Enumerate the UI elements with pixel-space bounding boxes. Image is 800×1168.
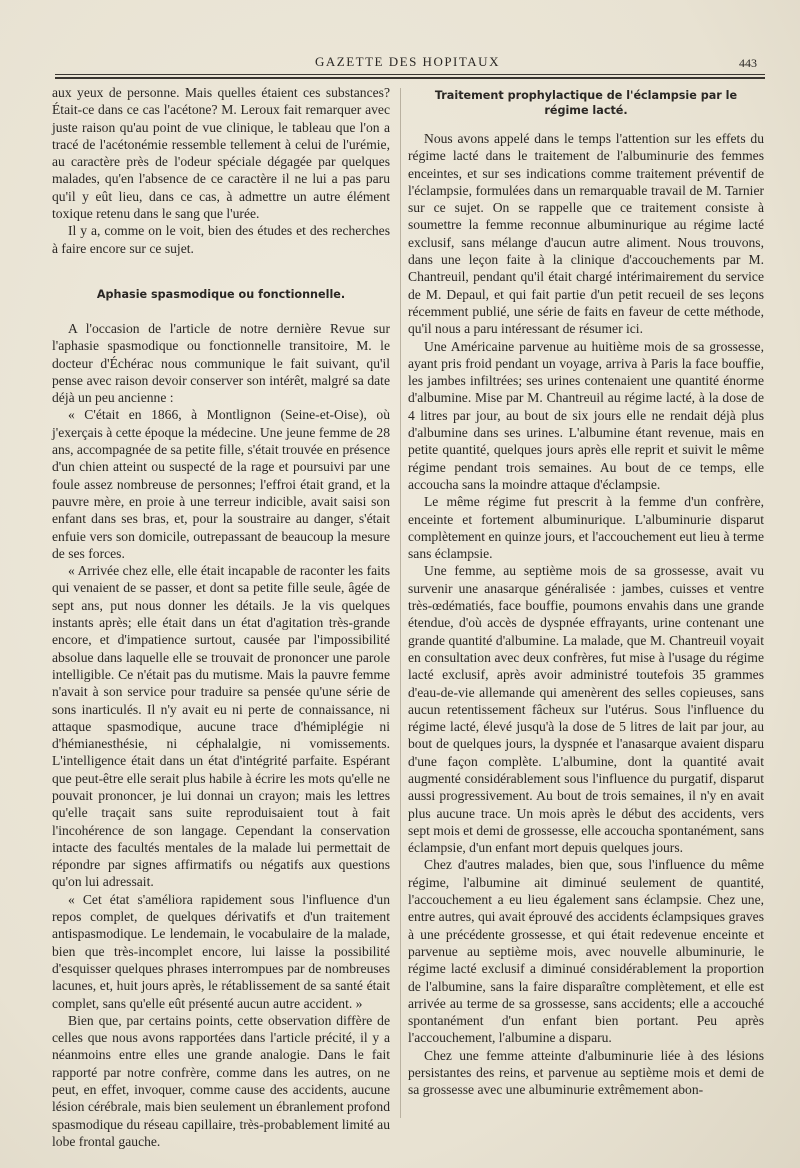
section-heading-eclampsie: Traitement prophylactique de l'éclampsie par le régime lacté. [434, 89, 738, 117]
paragraph: Chez d'autres malades, bien que, sous l'influence du même régime, l'albumine ait diminué seulement de quantité, l'accouchement a eu lieu également sans éclampsie. Chez une, entre autres, qui avait éprouvé des accidents éclampsiques graves à une précédente grossesse, et qui était redevenue enceinte et parvenue au septième mois, avec nouvelle albuminurie, le régime lacté exclusif a diminué considérablement la proportion de l'albumine, sans la faire disparaître complètement, et elle est arrivée au terme de sa grossesse, sans accidents; elle a accouché spontanément d'un enfant bien portant. Peu après l'accouchement, l'albumine a disparu. [408, 857, 764, 1046]
paragraph: Une Américaine parvenue au huitième mois de sa grossesse, ayant pris froid pendant un voyage, arriva à Paris la face bouffie, les jambes infiltrées; ses urines contenaient une quantité énorme d'albumine. Mise par M. Chantreuil au régime lacté, à la dose de 4 litres par jour, au bout de six jours elle ne rendait déjà plus d'albumine dans ses urines. L'albumine étant revenue, mais en petite quantité, quelques jours après elle reprit et suivit le même régime pendant trois semaines. Au bout de ce temps, elle accoucha sans la moindre attaque d'éclampsie. [408, 338, 764, 492]
section-heading-aphasie: Aphasie spasmodique ou fonctionnelle. [96, 287, 346, 301]
paragraph: « Cet état s'améliora rapidement sous l'influence d'un repos complet, de quelques dérivatifs et d'un traitement antispasmodique. Le lendemain, le vocabulaire de la malade, bien que très-incomplet encore, lui laisse la possibilité d'esquisser quelques phrases interrompues par de nombreuses lacunes, et, huit jours après, le rétablissement de sa santé était complet, sans qu'elle eût présenté aucun autre accident. » [52, 891, 390, 1011]
header-rule-thin [55, 74, 765, 75]
header-rule-thick [55, 77, 765, 79]
paragraph: « Arrivée chez elle, elle était incapable de raconter les faits qui venaient de se passer, et dont sa petite fille seule, âgée de sept ans, put nous donner les détails. Je la vis quelques instants après; elle était dans un état d'agitation très-grande encore, et d'impatience surtout, causée par l'impossibilité absolue dans laquelle elle se trouvait de prononcer une parole intelligible. Ce n'était pas du mutisme. Mais la pauvre femme n'avait à son service pour traduire sa pensée qu'une série de sons inarticulés. Il n'y avait eu ni perte de connaissance, ni attaque spasmodique, aucune trace d'hémiplégie ni d'hémianesthésie, ni céphalalgie, ni vomissements. L'intelligence était dans un état d'intégrité parfaite. Espérant que peut-être elle serait plus habile à écrire les mots qu'elle ne pouvait prononcer, je lui donnai un crayon; mais les lettres qu'elle traçait sans suite reproduisaient tout à fait l'incohérence de son langage. Cependant la conservation intacte des facultés mentales de la malade lui permettait de répondre par signes affirmatifs ou négatifs aux questions qu'on lui adressait. [52, 563, 390, 890]
paragraph: Une femme, au septième mois de sa grossesse, avait vu survenir une anasarque généralisée : jambes, cuisses et ventre très-œdématiés, face bouffie, poumons envahis dans une grande étendue, d'où accès de dyspnée effrayants, urine contenant une grande quantité d'albumine. La malade, que M. Chantreuil voyait en consultation avec deux confrères, fut mise à l'usage du régime lacté exclusif, après avoir administré toutefois 35 grammes d'eau-de-vie allemande qui amenèrent des selles copieuses, sans aucun retentissement fâcheux sur l'utérus. Sous l'influence du régime lacté, élevé jusqu'à la dose de 5 litres de lait par jour, au bout de quelques jours, la dyspnée et l'anasarque avaient disparu d'une façon complète. L'albumine, dont la quantité avait augmenté considérablement sous l'influence du purgatif, disparut aussi progressivement. Au bout de trois semaines, il n'y en avait plus aucune trace. Un mois après le début des accidents, vers sept mois et demi de grossesse, elle accoucha spontanément, sans éclampsie, d'un enfant mort depuis quelques jours. [408, 563, 764, 856]
paragraph: Il y a, comme on le voit, bien des études et des recherches à faire encore sur ce sujet. [52, 223, 390, 256]
paragraph: Bien que, par certains points, cette observation diffère de celles que nous avons rapportées dans l'article précité, il y a néanmoins entre elles une grande analogie. Dans le fait rapporté par notre confrère, comme dans les autres, on ne peut, en effet, invoquer, comme cause des accidents, aucune lésion cérébrale, mais bien seulement un ébranlement profond spasmodique du réseau capillaire, très-probablement limité au lobe frontal gauche. [52, 1012, 390, 1149]
right-column [408, 88, 764, 1099]
paragraph: A l'occasion de l'article de notre dernière Revue sur l'aphasie spasmodique ou fonctionnelle transitoire, M. le docteur d'Échérac nous communique le fait suivant, qu'il pense avec raison devoir conserver son intérêt, malgré sa date déjà un peu ancienne : [52, 320, 390, 406]
paragraph: Nous avons appelé dans le temps l'attention sur les effets du régime lacté dans le traitement de l'albuminurie des femmes enceintes, et sur ses indications comme traitement préventif de l'éclampsie, formulées dans un remarquable travail de M. Tarnier sur ce sujet. On se rappelle que ce traitement consiste à soumettre la femme reconnue albuminurique au régime lacté exclusif, sans mélange d'aucun autre aliment. Nous trouvons, dans une leçon faite à la clinique d'accouchements par M. Chantreuil, pendant qu'il était chargé intérimairement du service de M. Depaul, et qui fait partie d'un petit recueil de ses leçons récemment publié, une série de faits en faveur de cette méthode, qu'il nous a paru intéressant de résumer ici. [408, 131, 764, 337]
page-number: 443 [739, 56, 757, 70]
paragraph: « C'était en 1866, à Montlignon (Seine-et-Oise), où j'exerçais à cette époque la médecine. Une jeune femme de 28 ans, accompagnée de sa petite fille, s'était trouvée en présence d'un chien atteint ou suspecté de la rage et poursuivi par une foule assez nombreuse de personnes; l'effroi était grand, et la pauvre mère, en proie à une terreur indicible, avait saisi son enfant dans ses bras, et, pour la soustraire au danger, s'était enfuie vers son domicile, outrepassant de beaucoup la mesure de ses forces. [52, 407, 390, 561]
paragraph: aux yeux de personne. Mais quelles étaient ces substances? Était-ce dans ce cas l'acétone? M. Leroux fait remarquer avec juste raison qu'au point de vue clinique, le tableau que l'on a tracé de l'acétonémie ressemble tellement à celui de l'urémie, au caractère près de l'odeur spéciale dégagée par quelques malades, qu'en l'absence de ce caractère il ne lui a pas paru qu'il y eût lieu, dans ce cas, à admettre un autre élément toxique retenu dans le sang que l'urée. [52, 85, 390, 222]
journal-title: GAZETTE DES HOPITAUX [315, 54, 500, 69]
paragraph: Chez une femme atteinte d'albuminurie liée à des lésions persistantes des reins, et parvenue au septième mois et demi de sa grossesse avec une albuminurie extrêmement abon- [408, 1047, 764, 1098]
column-divider [400, 88, 401, 1118]
page-header [50, 50, 765, 76]
paragraph: Le même régime fut prescrit à la femme d'un confrère, enceinte et fortement albuminurique. L'albuminurie disparut complètement en quinze jours, et l'accouchement eut lieu à terme sans éclampsie. [408, 494, 764, 562]
left-column [52, 84, 390, 1150]
